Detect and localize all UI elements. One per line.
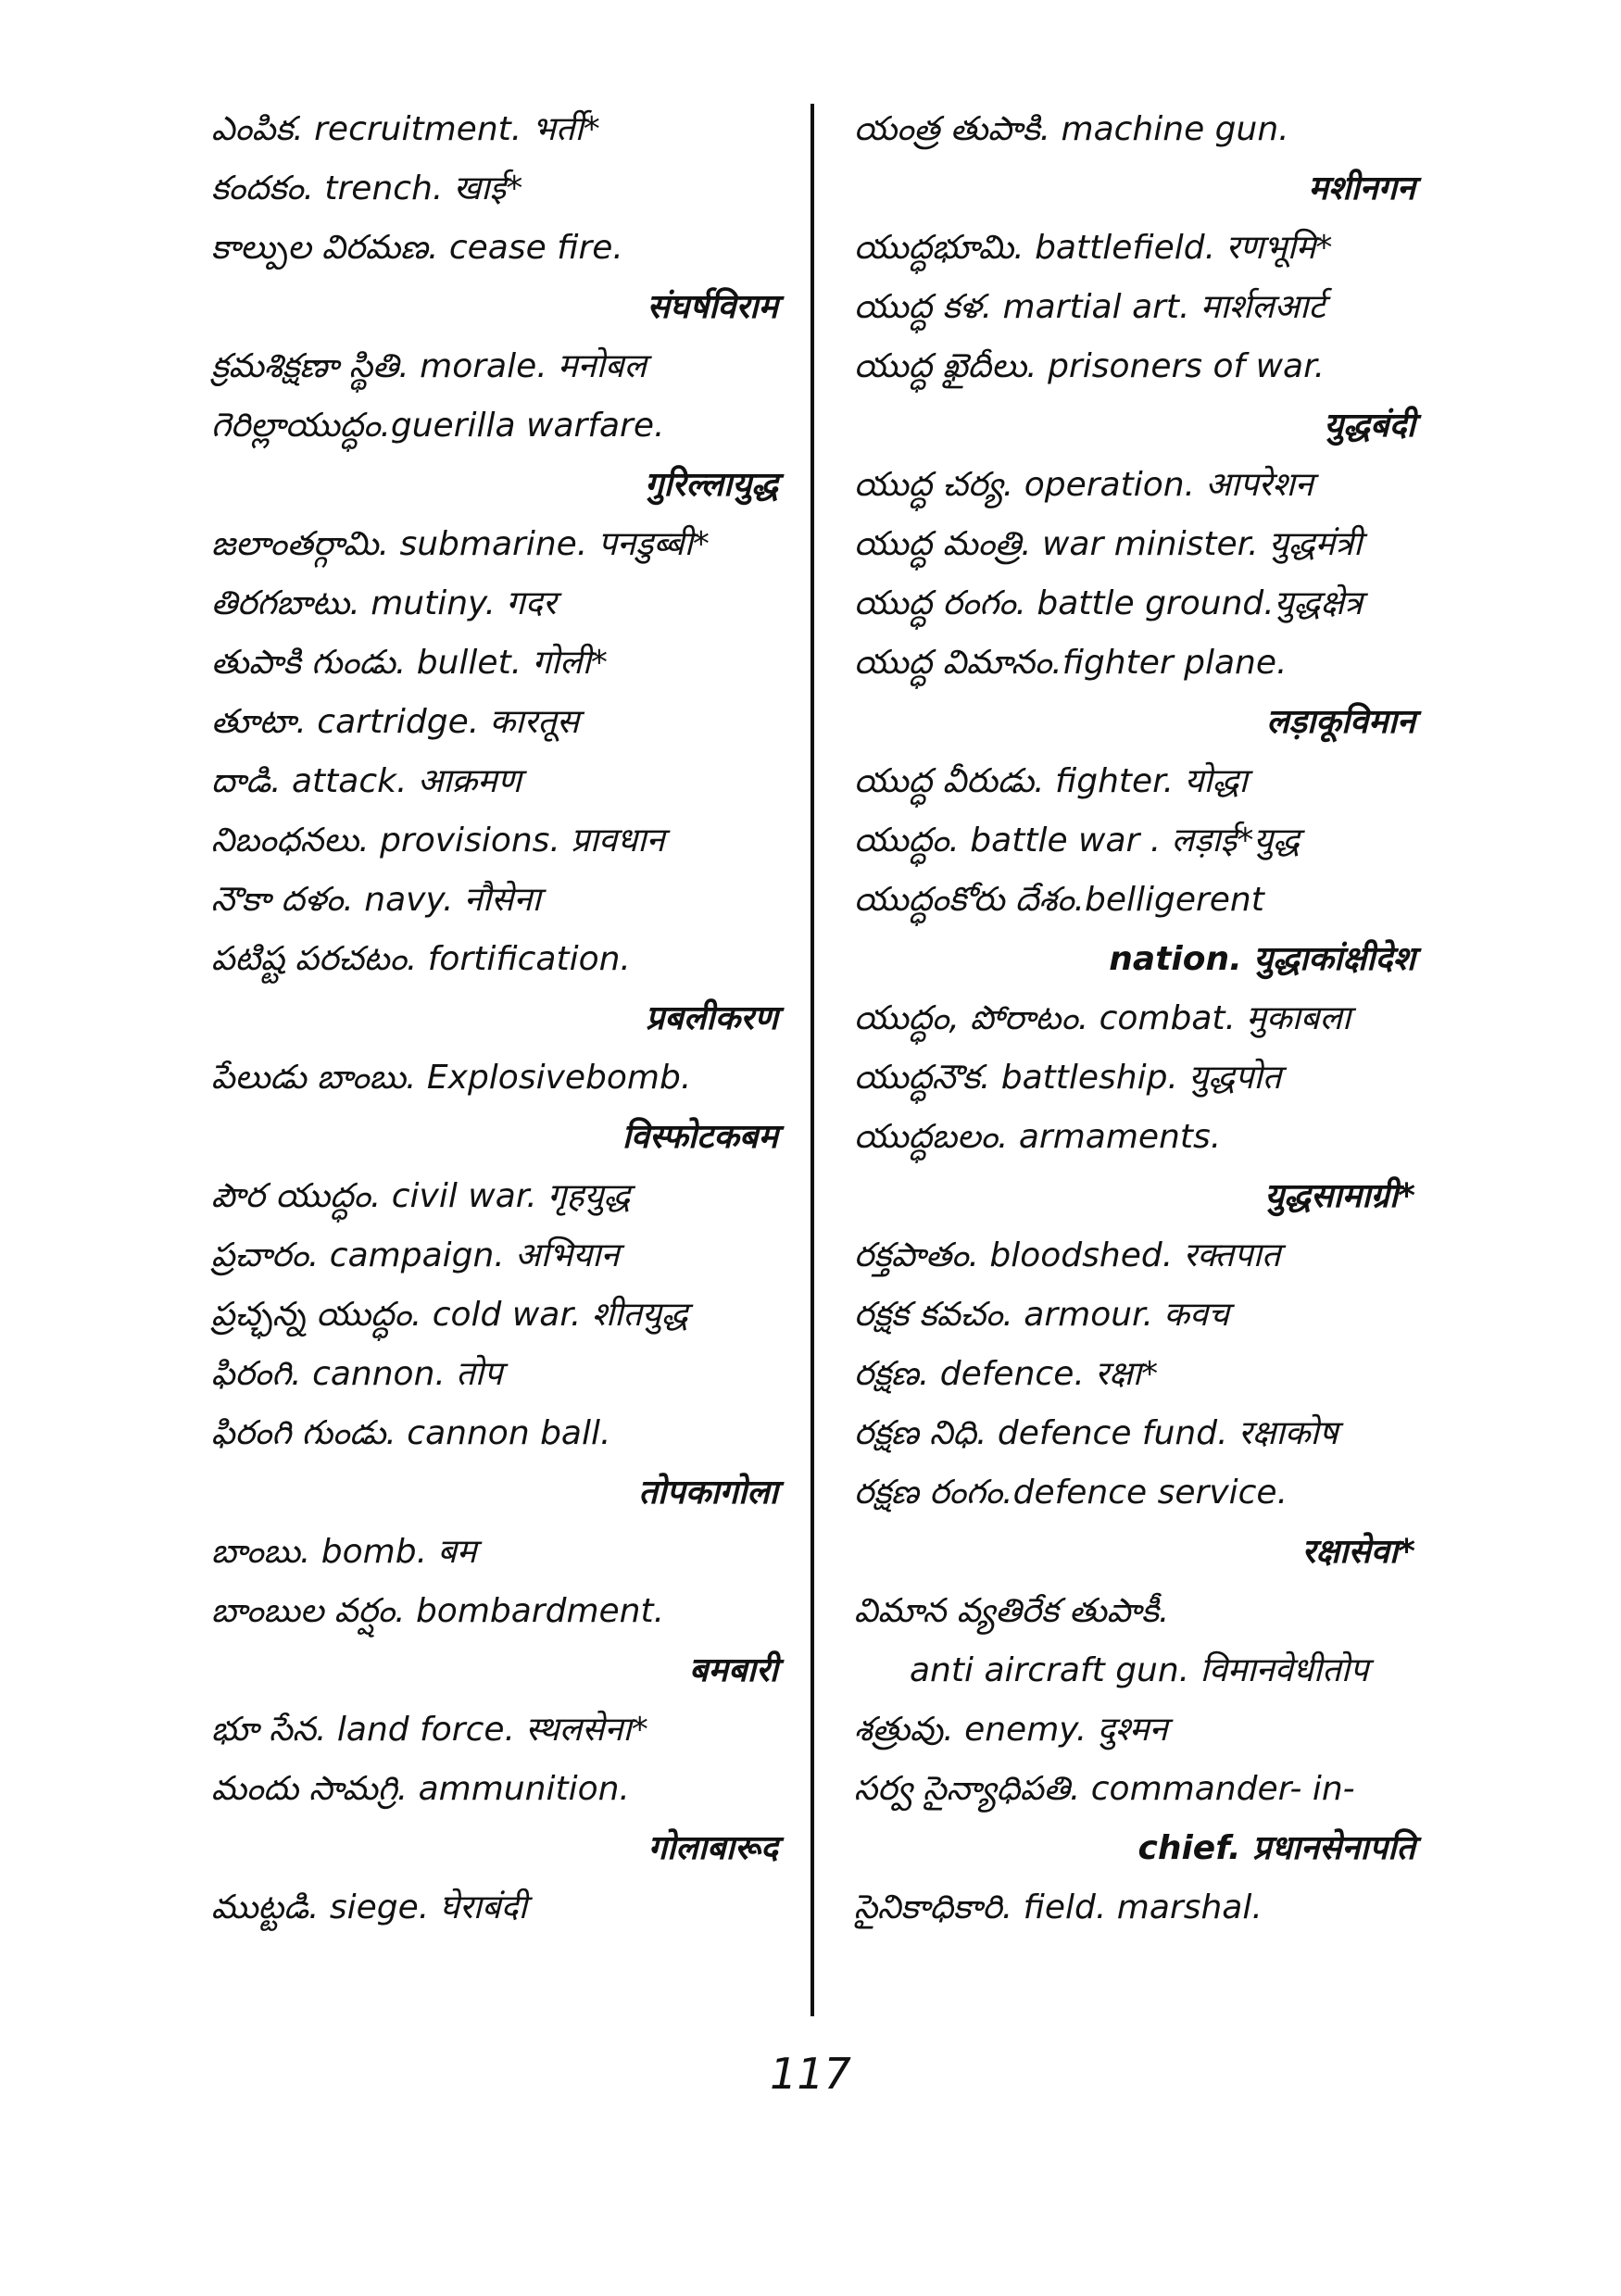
- dictionary-entry: శత్రువు. enemy. दुश्मन: [854, 1711, 1168, 1749]
- dictionary-entry: anti aircraft gun. विमानवेधीतोप: [910, 1651, 1369, 1689]
- right-column: [854, 100, 1415, 1938]
- dictionary-entry: పటిష్ట పరచటం. fortification.: [211, 940, 631, 978]
- dictionary-entry: యుద్ధ రంగం. battle ground.युद्धक्षेत्र: [854, 584, 1363, 622]
- dictionary-entry: పౌర యుద్ధం. civil war. गृहयुद्ध: [211, 1177, 631, 1215]
- dictionary-entry: యుద్ధ కళ. martial art. मार्शलआर्ट: [854, 288, 1326, 326]
- dictionary-entry: बमबारी: [688, 1651, 778, 1689]
- dictionary-entry: యుద్ధంకోరు దేశం.belligerent: [854, 881, 1264, 919]
- dictionary-entry: मशीनगन: [1308, 169, 1415, 207]
- column-divider: [810, 104, 814, 2016]
- dictionary-entry: సైనికాధికారి. field. marshal.: [854, 1888, 1263, 1926]
- dictionary-entry: బాంబుల వర్షం. bombardment.: [211, 1592, 665, 1630]
- dictionary-entry: गुरिल्लायुद्ध: [645, 466, 778, 504]
- dictionary-entry: భూ సేన. land force. स्थलसेना*: [211, 1711, 648, 1749]
- dictionary-entry: विस्फोटकबम: [622, 1118, 778, 1156]
- dictionary-entry: రక్షణ రంగం.defence service.: [854, 1474, 1288, 1512]
- dictionary-entry: యుద్ధ చర్య. operation. आपरेशन: [854, 466, 1313, 504]
- page-number: 117: [770, 2049, 851, 2099]
- dictionary-entry: యుద్ధ వీరుడు. fighter. योद्धा: [854, 762, 1248, 800]
- dictionary-entry: విమాన వ్యతిరేక తుపాకీ.: [854, 1592, 1170, 1630]
- dictionary-entry: రక్షణ. defence. रक्षा*: [854, 1355, 1159, 1393]
- dictionary-entry: యుద్ధనౌక. battleship. युद्धपोत: [854, 1059, 1282, 1097]
- dictionary-entry: యుద్ధం, పోరాటం. combat. मुकाबला: [854, 999, 1351, 1037]
- dictionary-entry: संघर्षविराम: [647, 288, 778, 326]
- dictionary-entry: యుద్ధం. battle war . लड़ाई*युद्ध: [854, 822, 1300, 859]
- dictionary-entry: మందు సామగ్రి. ammunition.: [211, 1770, 630, 1808]
- dictionary-entry: गोलाबारूद: [647, 1829, 778, 1867]
- dictionary-entry: దాడి. attack. आक्रमण: [211, 762, 521, 800]
- dictionary-entry: ఎంపిక. recruitment. भर्ती*: [211, 110, 600, 148]
- dictionary-entry: యుద్ధభూమి. battlefield. रणभूमि*: [854, 229, 1333, 267]
- dictionary-entry: युद्धबंदी: [1324, 407, 1415, 445]
- dictionary-entry: నిబంధనలు. provisions. प्रावधान: [211, 822, 665, 859]
- dictionary-entry: युद्धसामाग्री*: [1264, 1177, 1415, 1215]
- left-column: [211, 100, 778, 1938]
- dictionary-entry: కాల్పుల విరమణ. cease fire.: [211, 229, 623, 267]
- dictionary-entry: యుద్ధబలం. armaments.: [854, 1118, 1222, 1156]
- dictionary-entry: लड़ाकूविमान: [1266, 703, 1415, 741]
- dictionary-entry: కందకం. trench. खाई*: [211, 169, 523, 207]
- dictionary-entry: రక్తపాతం. bloodshed. रक्तपात: [854, 1236, 1281, 1274]
- dictionary-entry: తూటా. cartridge. कारतूस: [211, 703, 580, 741]
- dictionary-entry: బాంబు. bomb. बम: [211, 1533, 477, 1571]
- dictionary-entry: యంత్ర తుపాకి. machine gun.: [854, 110, 1289, 148]
- dictionary-entry: యుద్ధ ఖైదీలు. prisoners of war.: [854, 347, 1326, 385]
- dictionary-entry: యుద్ధ విమానం.fighter plane.: [854, 644, 1288, 682]
- dictionary-entry: chief. प्रधानसेनापति: [1137, 1829, 1415, 1867]
- dictionary-entry: సర్వ సైన్యాధిపతి. commander- in-: [854, 1770, 1355, 1808]
- dictionary-entry: ఫిరంగి. cannon. तोप: [211, 1355, 503, 1393]
- dictionary-entry: తుపాకి గుండు. bullet. गोली*: [211, 644, 608, 682]
- dictionary-entry: గెరిల్లాయుద్ధం.guerilla warfare.: [211, 407, 665, 445]
- dictionary-entry: రక్షణ నిధి. defence fund. रक्षाकोष: [854, 1414, 1338, 1452]
- dictionary-entry: ప్రచారం. campaign. अभियान: [211, 1236, 620, 1274]
- dictionary-entry: తిరగబాటు. mutiny. गदर: [211, 584, 557, 622]
- dictionary-entry: ముట్టడి. siege. घेराबंदी: [211, 1888, 527, 1926]
- dictionary-entry: పేలుడు బాంబు. Explosivebomb.: [211, 1059, 692, 1097]
- dictionary-entry: క్రమశిక్షణా స్థితి. morale. मनोबल: [211, 347, 647, 385]
- dictionary-entry: ఫిరంగి గుండు. cannon ball.: [211, 1414, 611, 1452]
- dictionary-entry: nation. युद्धाकांक्षीदेश: [1109, 940, 1415, 978]
- dictionary-entry: ప్రచ్ఛన్న యుద్ధం. cold war. शीतयुद्ध: [211, 1296, 688, 1334]
- dictionary-entry: प्रबलीकरण: [645, 999, 778, 1037]
- dictionary-entry: तोपकागोला: [638, 1474, 778, 1512]
- dictionary-entry: रक्षासेवा*: [1301, 1533, 1415, 1571]
- dictionary-entry: నౌకా దళం. navy. नौसेना: [211, 881, 541, 919]
- dictionary-entry: జలాంతర్గామి. submarine. पनडुब्बी*: [211, 525, 710, 563]
- dictionary-entry: రక్షక కవచం. armour. कवच: [854, 1296, 1229, 1334]
- dictionary-entry: యుద్ధ మంత్రి. war minister. युद्धमंत्री: [854, 525, 1363, 563]
